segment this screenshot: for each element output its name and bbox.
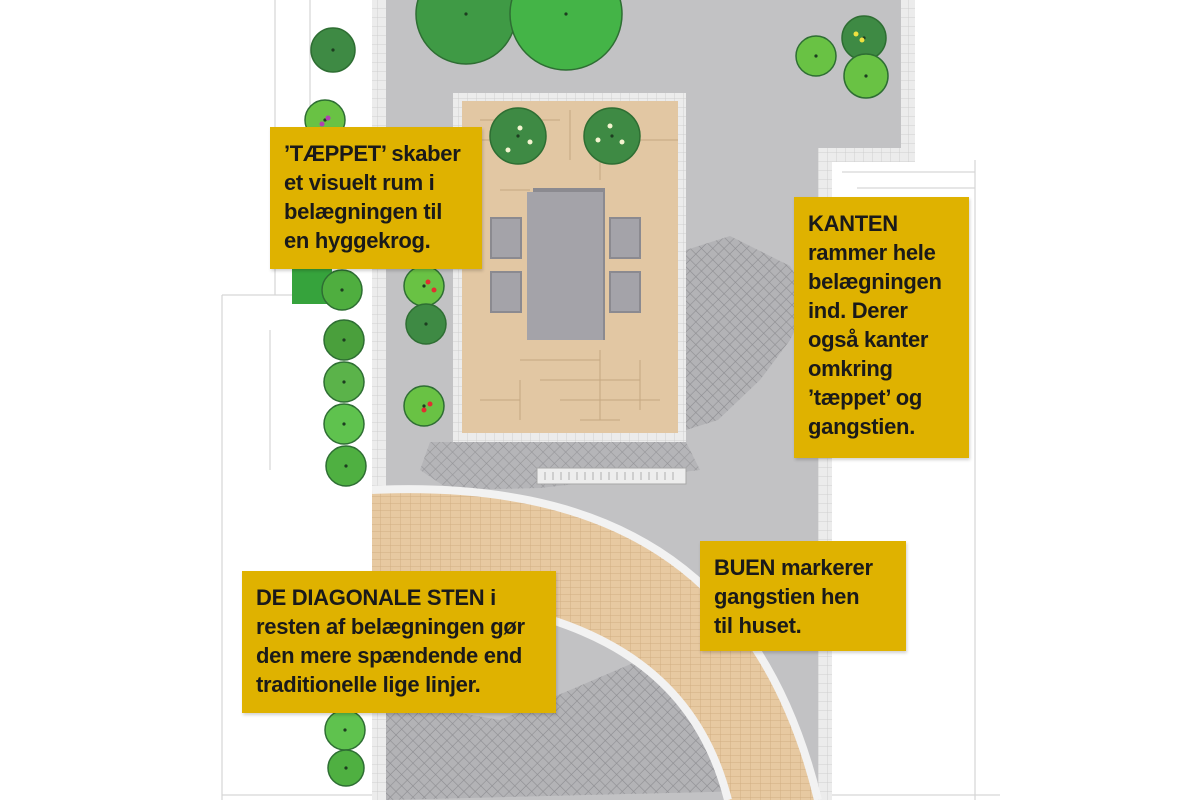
tree-trunk-dot xyxy=(814,54,817,57)
flower-dot xyxy=(528,140,533,145)
flower-dot xyxy=(422,408,427,413)
callout-kanten: KANTEN rammer hele belægningen ind. Derer også kanter omkring ’tæppet’ og gangstien. xyxy=(794,197,969,458)
tree-trunk-dot xyxy=(422,284,425,287)
tree-trunk-dot xyxy=(864,74,867,77)
tree-trunk-dot xyxy=(344,464,347,467)
tree-trunk-dot xyxy=(342,380,345,383)
tree-trunk-dot xyxy=(331,48,334,51)
flower-dot xyxy=(620,140,625,145)
tree-trunk-dot xyxy=(464,12,467,15)
flower-dot xyxy=(428,402,433,407)
tree-trunk-dot xyxy=(564,12,567,15)
tree-trunk-dot xyxy=(610,134,613,137)
flower-dot xyxy=(608,124,613,129)
tree-trunk-dot xyxy=(424,322,427,325)
tree-trunk-dot xyxy=(422,404,425,407)
flower-dot xyxy=(860,38,865,43)
flower-dot xyxy=(426,280,431,285)
flower-dot xyxy=(432,288,437,293)
tree-trunk-dot xyxy=(344,766,347,769)
tree-trunk-dot xyxy=(343,728,346,731)
callout-taeppet: ’TÆPPET’ skaber et visuelt rum i belægningen til en hyggekrog. xyxy=(270,127,482,269)
tree-trunk-dot xyxy=(516,134,519,137)
tree-trunk-dot xyxy=(342,338,345,341)
tree-trunk-dot xyxy=(342,422,345,425)
flower-dot xyxy=(320,122,325,127)
drain-grate-icon xyxy=(537,468,686,484)
dining-table-icon xyxy=(527,188,605,340)
callout-diagonale: DE DIAGONALE STEN i resten af belægningen gør den mere spændende end traditionelle lige linjer. xyxy=(242,571,556,713)
flower-dot xyxy=(506,148,511,153)
flower-dot xyxy=(854,32,859,37)
flower-dot xyxy=(326,116,331,121)
tree-trunk-dot xyxy=(340,288,343,291)
flower-dot xyxy=(518,126,523,131)
callout-buen: BUEN markerer gangstien hen til huset. xyxy=(700,541,906,651)
flower-dot xyxy=(596,138,601,143)
